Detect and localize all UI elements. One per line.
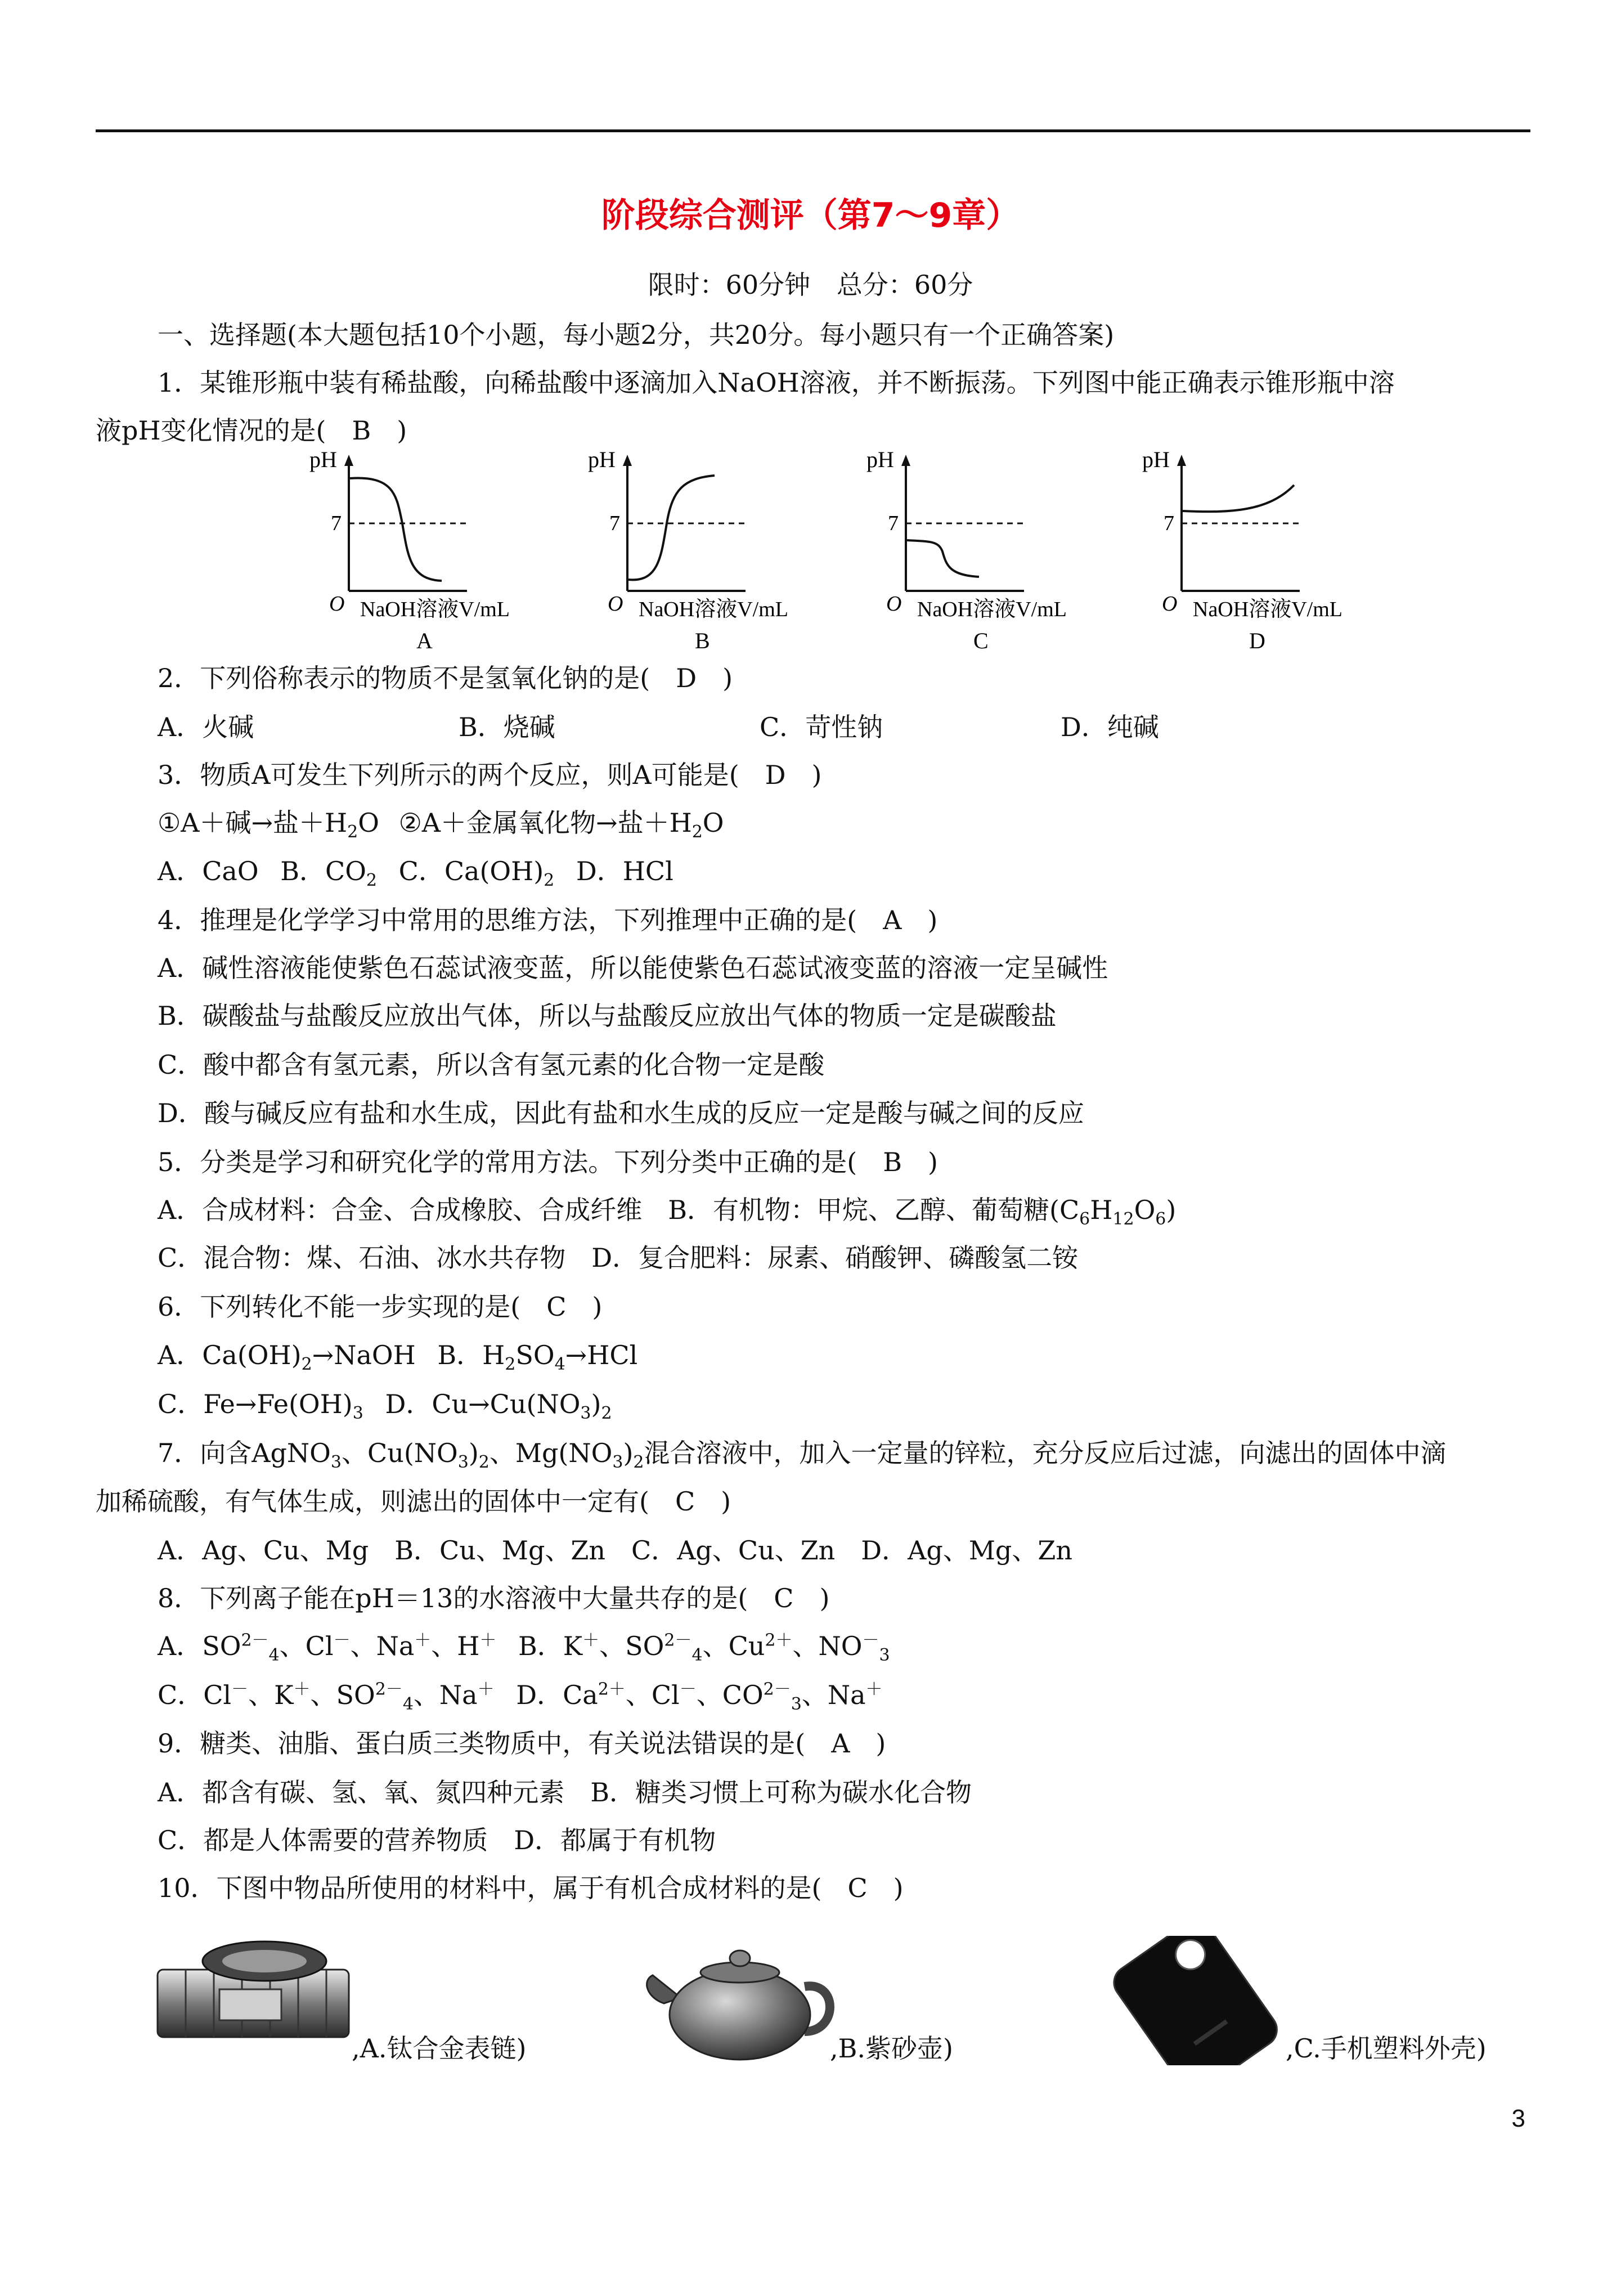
graph-a-seven: 7: [331, 512, 342, 535]
graph-c-origin: O: [886, 592, 902, 616]
q2-option-a: A．火碱: [158, 712, 254, 742]
q10-caption-b: ,B.紫砂壶): [830, 2033, 953, 2064]
q6-options-cd: C．$Fe\to Fe(OH)_3$ D．$Cu\to Cu(NO_3)_2$: [158, 1389, 612, 1424]
q3-options: A．CaO B．$CO_2$ C．$Ca(OH)_2$ D．HCl: [158, 856, 673, 891]
q2-option-b: B．烧碱: [459, 712, 555, 742]
graph-b-caption: B: [695, 628, 710, 653]
graph-b-seven: 7: [609, 512, 620, 535]
phone-case-image: [1097, 1936, 1300, 2065]
q10-caption-c: ,C.手机塑料外壳): [1286, 2033, 1487, 2064]
graph-d-ylabel: pH: [1142, 447, 1170, 472]
graph-a-origin: O: [329, 592, 345, 616]
graph-d-caption: D: [1249, 628, 1265, 653]
graph-b-curve: [628, 476, 715, 580]
q4-option-d: D．酸与碱反应有盐和水生成，因此有盐和水生成的反应一定是酸与碱之间的反应: [158, 1098, 1084, 1128]
graph-c-seven: 7: [888, 512, 899, 535]
q6-options-ab: A．$Ca(OH)_2\to NaOH$ B．$H_2SO_4\to HCl$: [158, 1340, 638, 1375]
q7-line1: 7．向含AgNO$_3$、$Cu(NO_3)_2$、$Mg(NO_3)_2$混合溶液中，加入一定量的锌粒，充分反应后过滤，向滤出的固体中滴: [158, 1438, 1447, 1473]
q7-options: A．Ag、Cu、Mg B．Cu、Mg、Zn C．Ag、Cu、Zn D．Ag、Mg、Zn: [158, 1535, 1072, 1566]
q3-reactions: ①A＋碱→盐$+H_2O$ ②A＋金属氧化物→盐$+H_2O$: [158, 808, 724, 842]
graph-c-caption: C: [973, 628, 989, 653]
teapot-image: [641, 1936, 844, 2071]
q4-option-a: A．碱性溶液能使紫色石蕊试液变蓝，所以能使紫色石蕊试液变蓝的溶液一定呈碱性: [158, 953, 1108, 983]
q5-options-cd: C．混合物：煤、石油、冰水共存物 D．复合肥料：尿素、硝酸钾、磷酸氢二铵: [158, 1243, 1079, 1273]
graph-c: [855, 445, 1080, 658]
graph-d-xlabel: NaOH溶液V/mL: [1193, 598, 1342, 621]
graph-d: [1131, 445, 1367, 658]
q1-line1: 1．某锥形瓶中装有稀盐酸，向稀盐酸中逐滴加入NaOH溶液，并不断振荡。下列图中能正确表示锥形瓶中溶: [158, 367, 1395, 398]
graph-a-caption: A: [416, 628, 433, 653]
graph-a: [298, 445, 523, 658]
q7-line2: 加稀硫酸，有气体生成，则滤出的固体中一定有( C ): [96, 1486, 731, 1517]
graph-a-xlabel: NaOH溶液V/mL: [360, 598, 510, 621]
q3-stem: 3．物质A可发生下列所示的两个反应，则A可能是( D ): [158, 760, 822, 790]
graph-b-ylabel: pH: [588, 447, 616, 472]
graph-b: [577, 445, 802, 658]
graph-b-origin: O: [608, 592, 623, 616]
q4-option-c: C．酸中都含有氢元素，所以含有氢元素的化合物一定是酸: [158, 1050, 825, 1080]
q9-options-cd: C．都是人体需要的营养物质 D．都属于有机物: [158, 1825, 716, 1855]
q5-options-ab: A．合成材料：合金、合成橡胶、合成纤维 B．有机物：甲烷、乙醇、葡萄糖$(C_6H_{12}O_6)$: [158, 1195, 1177, 1230]
section-heading: 一、选择题(本大题包括10个小题，每小题2分，共20分。每小题只有一个正确答案): [158, 320, 1115, 350]
graph-b-xlabel: NaOH溶液V/mL: [639, 598, 788, 621]
graph-c-ylabel: pH: [866, 447, 894, 472]
q6-stem: 6．下列转化不能一步实现的是( C ): [158, 1292, 603, 1322]
graph-d-origin: O: [1162, 592, 1178, 616]
q10-stem: 10．下图中物品所使用的材料中，属于有机合成材料的是( C ): [158, 1873, 904, 1903]
q1-line2: 液pH变化情况的是( B ): [96, 415, 407, 446]
q4-option-b: B．碳酸盐与盐酸反应放出气体，所以与盐酸反应放出气体的物质一定是碳酸盐: [158, 1001, 1057, 1031]
page-title: 阶段综合测评（第7～9章）: [601, 196, 1020, 235]
q5-stem: 5．分类是学习和研究化学的常用方法。下列分类中正确的是( B ): [158, 1147, 938, 1177]
graph-d-seven: 7: [1164, 512, 1174, 535]
graph-d-curve: [1183, 485, 1294, 512]
q8-options-ab: A．$SO^{2-}_4$、Cl－、Na＋、H＋ B．K＋、$SO^{2-}_4$、$Cu^{2+}$、$NO^-_3$: [158, 1630, 890, 1666]
q2-option-c: C．苛性钠: [760, 712, 883, 742]
q8-options-cd: C．Cl－、K＋、$SO^{2-}_4$、Na＋ D．$Ca^{2+}$、Cl－、$CO^{2-}_3$、Na＋: [158, 1679, 883, 1715]
graph-a-curve: [350, 478, 442, 581]
total-score: 总分：60分: [836, 270, 973, 300]
top-rule: [96, 129, 1530, 132]
q4-stem: 4．推理是化学学习中常用的思维方法，下列推理中正确的是( A ): [158, 905, 938, 935]
q9-stem: 9．糖类、油脂、蛋白质三类物质中，有关说法错误的是( A ): [158, 1728, 886, 1759]
page-number: 3: [1511, 2105, 1525, 2132]
q8-stem: 8．下列离子能在pH＝13的水溶液中大量共存的是( C ): [158, 1583, 830, 1613]
q9-options-ab: A．都含有碳、氢、氧、氮四种元素 B．糖类习惯上可称为碳水化合物: [158, 1777, 972, 1808]
graph-c-curve: [907, 540, 979, 577]
graph-c-xlabel: NaOH溶液V/mL: [917, 598, 1067, 621]
graph-a-ylabel: pH: [309, 447, 337, 472]
q10-caption-a: ,A.钛合金表链): [352, 2033, 527, 2064]
q2-option-d: D．纯碱: [1061, 712, 1159, 742]
q2-stem: 2．下列俗称表示的物质不是氢氧化钠的是( D ): [158, 663, 733, 693]
exam-meta: [0, 264, 1621, 302]
watch-band-image: [152, 1936, 360, 2060]
time-limit: 限时：60分钟: [648, 270, 811, 300]
